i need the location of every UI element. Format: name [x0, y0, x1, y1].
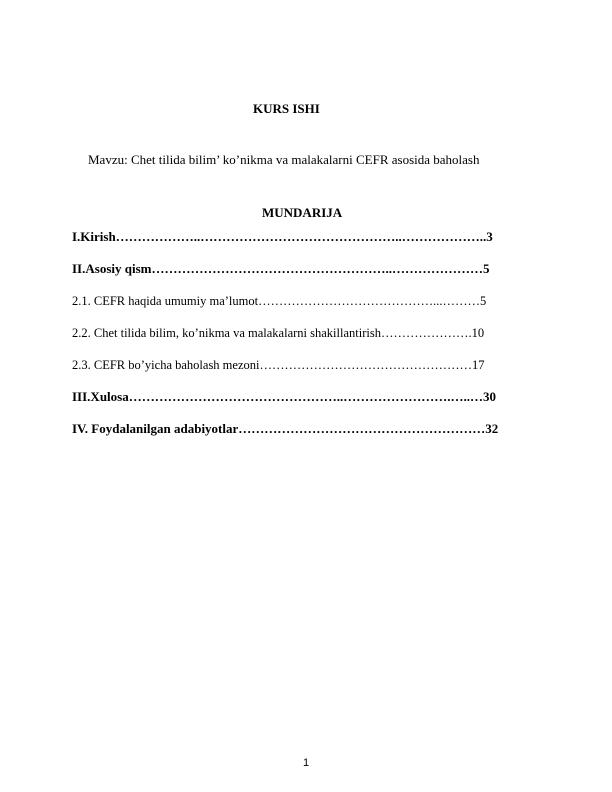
toc-entry-main-part: II.Asosiy qism………………………………………………..…………………5 — [72, 261, 490, 276]
toc-entry-section-2-2: 2.2. Chet tilida bilim, ko’nikma va malakalarni shakillantirish………………….10 — [72, 326, 485, 340]
toc-entry-conclusion: III.Xulosa…………………………………………..…………………….…..…30 — [72, 389, 496, 404]
page-number: 1 — [302, 757, 310, 769]
toc-entry-references: IV. Foydalanilgan adabiyotlar…………………………………………………32 — [72, 421, 499, 436]
document-title: KURS ISHI — [253, 101, 320, 116]
toc-entry-introduction: I.Kirish………………..………………………………………..………………..3 — [72, 229, 493, 244]
toc-entry-section-2-3: 2.3. CEFR bo’yicha baholash mezoni……………………………………………17 — [72, 358, 485, 372]
document-topic: Mavzu: Chet tilida bilim’ ko’nikma va malakalarni CEFR asosida baholash — [88, 152, 480, 167]
toc-entry-section-2-1: 2.1. CEFR haqida umumiy ma’lumot……………………………………...………5 — [72, 294, 487, 308]
table-of-contents-heading: MUNDARIJA — [262, 205, 343, 220]
